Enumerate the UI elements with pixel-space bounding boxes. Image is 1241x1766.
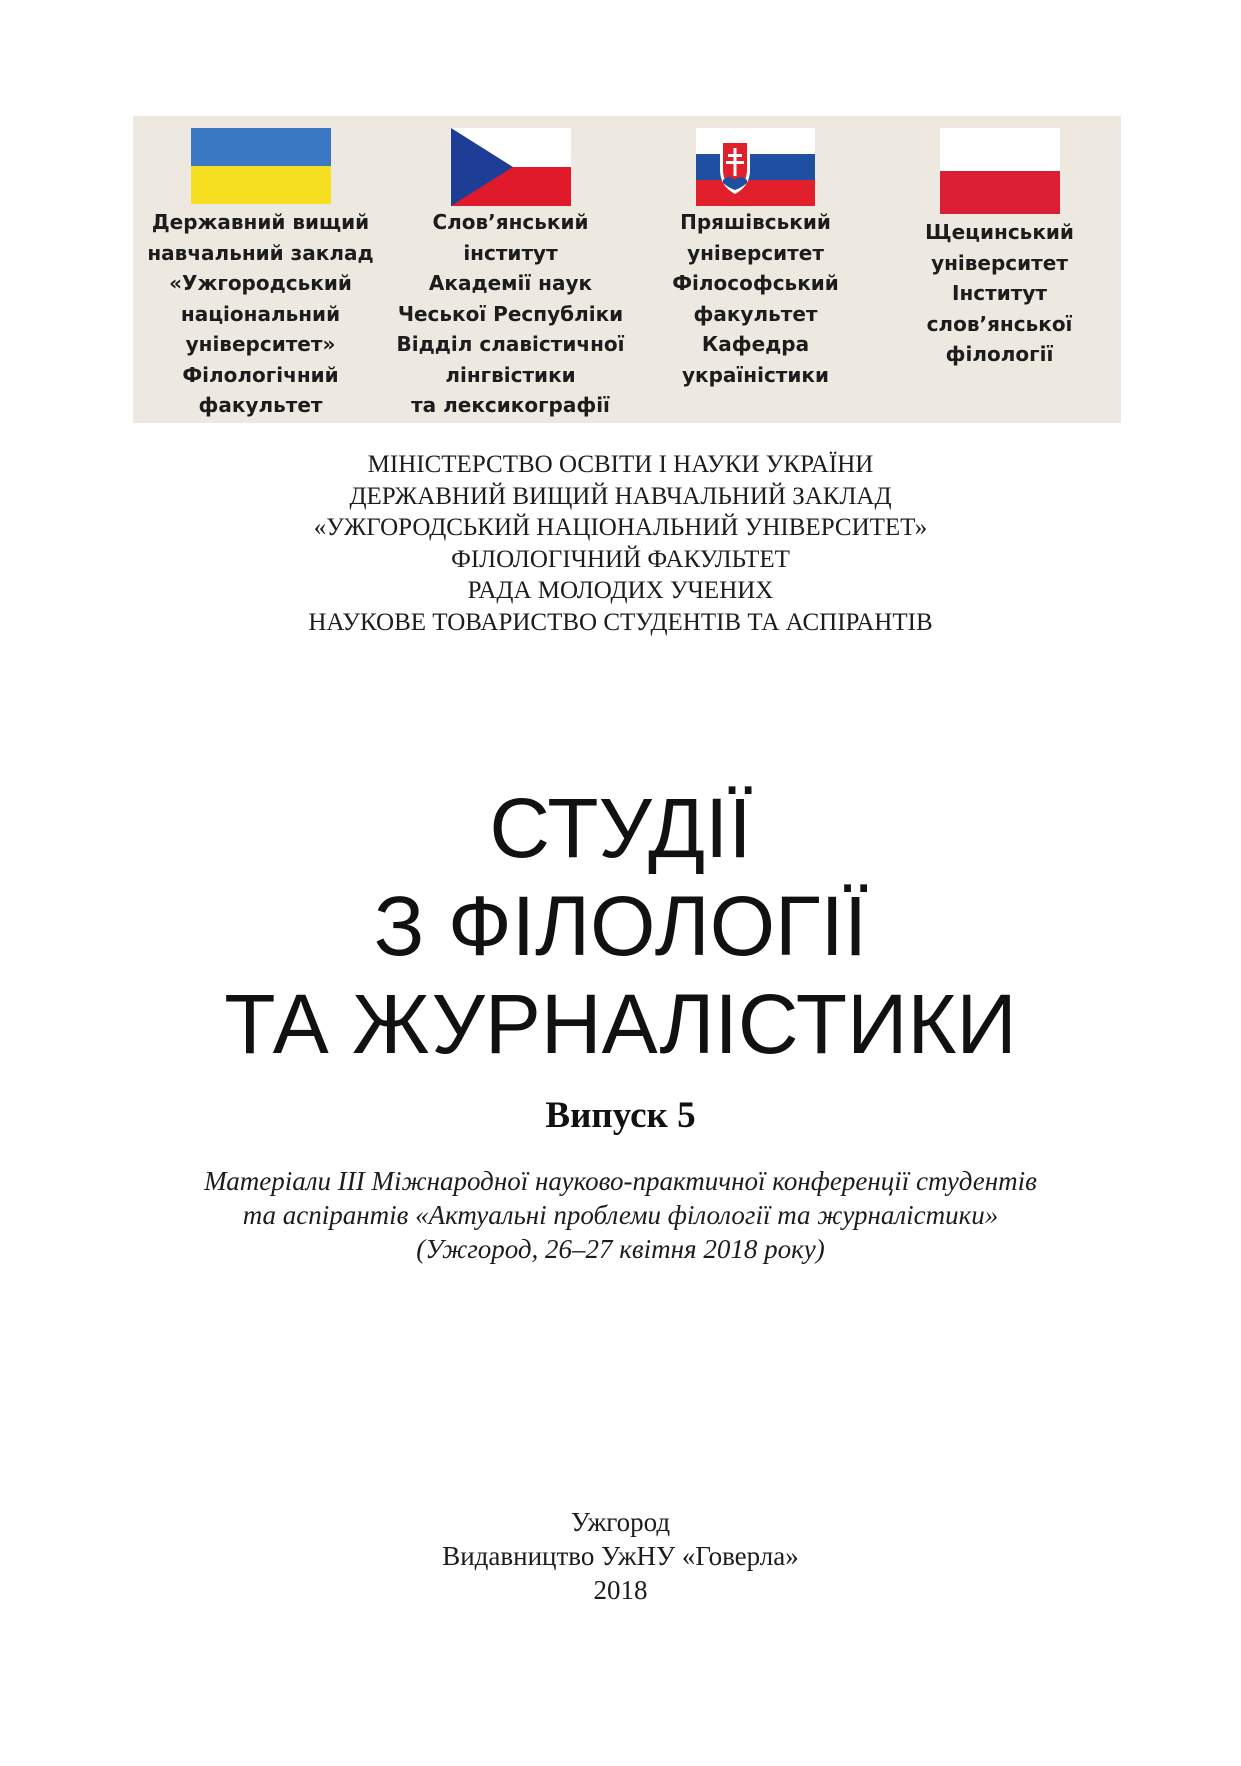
- partner-name-slavic-institute: Слов’янський інститут Академії наук Чеської Республіки Відділ славістичної лінгвістики та лексикографії: [396, 210, 625, 417]
- partner-name-szczecin-university: Щецинський університет Інститут слов’янської філології: [925, 220, 1074, 366]
- partner-name-uzhnu: Державний вищий навчальний заклад «Ужгородський національний університет» Філологічний факультет: [147, 210, 374, 417]
- slovakia-flag-icon: [696, 128, 815, 206]
- poland-flag-icon: [940, 128, 1060, 214]
- ministry-line: «УЖГОРОДСЬКИЙ НАЦІОНАЛЬНИЙ УНІВЕРСИТЕТ»: [313, 514, 928, 541]
- ministry-line: МІНІСТЕРСТВО ОСВІТИ І НАУКИ УКРАЇНИ: [367, 451, 874, 478]
- title-line: З ФІЛОЛОГІЇ: [373, 879, 868, 973]
- ukraine-flag-icon: [191, 128, 331, 204]
- book-title: [0, 779, 1241, 1073]
- ministry-line: РАДА МОЛОДИХ УЧЕНИХ: [467, 577, 774, 604]
- partner-presov-university: [633, 116, 878, 423]
- partner-slavic-institute: [388, 116, 633, 423]
- partner-szczecin-university: [878, 116, 1121, 423]
- czech-flag-icon: [451, 128, 571, 206]
- partner-name-presov-university: Пряшівський університет Філософський факультет Кафедра україністики: [672, 210, 839, 387]
- partner-uzhnu: [133, 116, 388, 423]
- ministry-line: ДЕРЖАВНИЙ ВИЩИЙ НАВЧАЛЬНИЙ ЗАКЛАД: [349, 482, 892, 510]
- publisher-institution-block: [0, 449, 1241, 638]
- materials-line: (Ужгород, 26–27 квітня 2018 року): [416, 1234, 825, 1264]
- title-line: СТУДІЇ: [489, 781, 752, 875]
- imprint-city: Ужгород: [570, 1507, 671, 1537]
- materials-line: та аспірантів «Актуальні проблеми філології та журналістики»: [242, 1200, 999, 1230]
- imprint-block: [0, 1505, 1241, 1607]
- conference-materials-subtitle: [0, 1164, 1241, 1266]
- partner-logos-band: [133, 116, 1121, 423]
- materials-line: Матеріали ІІІ Міжнародної науково-практичної конференції студентів: [204, 1166, 1037, 1196]
- imprint-publisher: Видавництво УжНУ «Говерла»: [442, 1541, 799, 1571]
- ministry-line: ФІЛОЛОГІЧНИЙ ФАКУЛЬТЕТ: [451, 545, 790, 573]
- issue-number: Випуск 5: [545, 1095, 696, 1136]
- ministry-line: НАУКОВЕ ТОВАРИСТВО СТУДЕНТІВ ТА АСПІРАНТІВ: [308, 608, 933, 636]
- imprint-year: 2018: [593, 1575, 648, 1605]
- title-line: ТА ЖУРНАЛІСТИКИ: [224, 977, 1017, 1071]
